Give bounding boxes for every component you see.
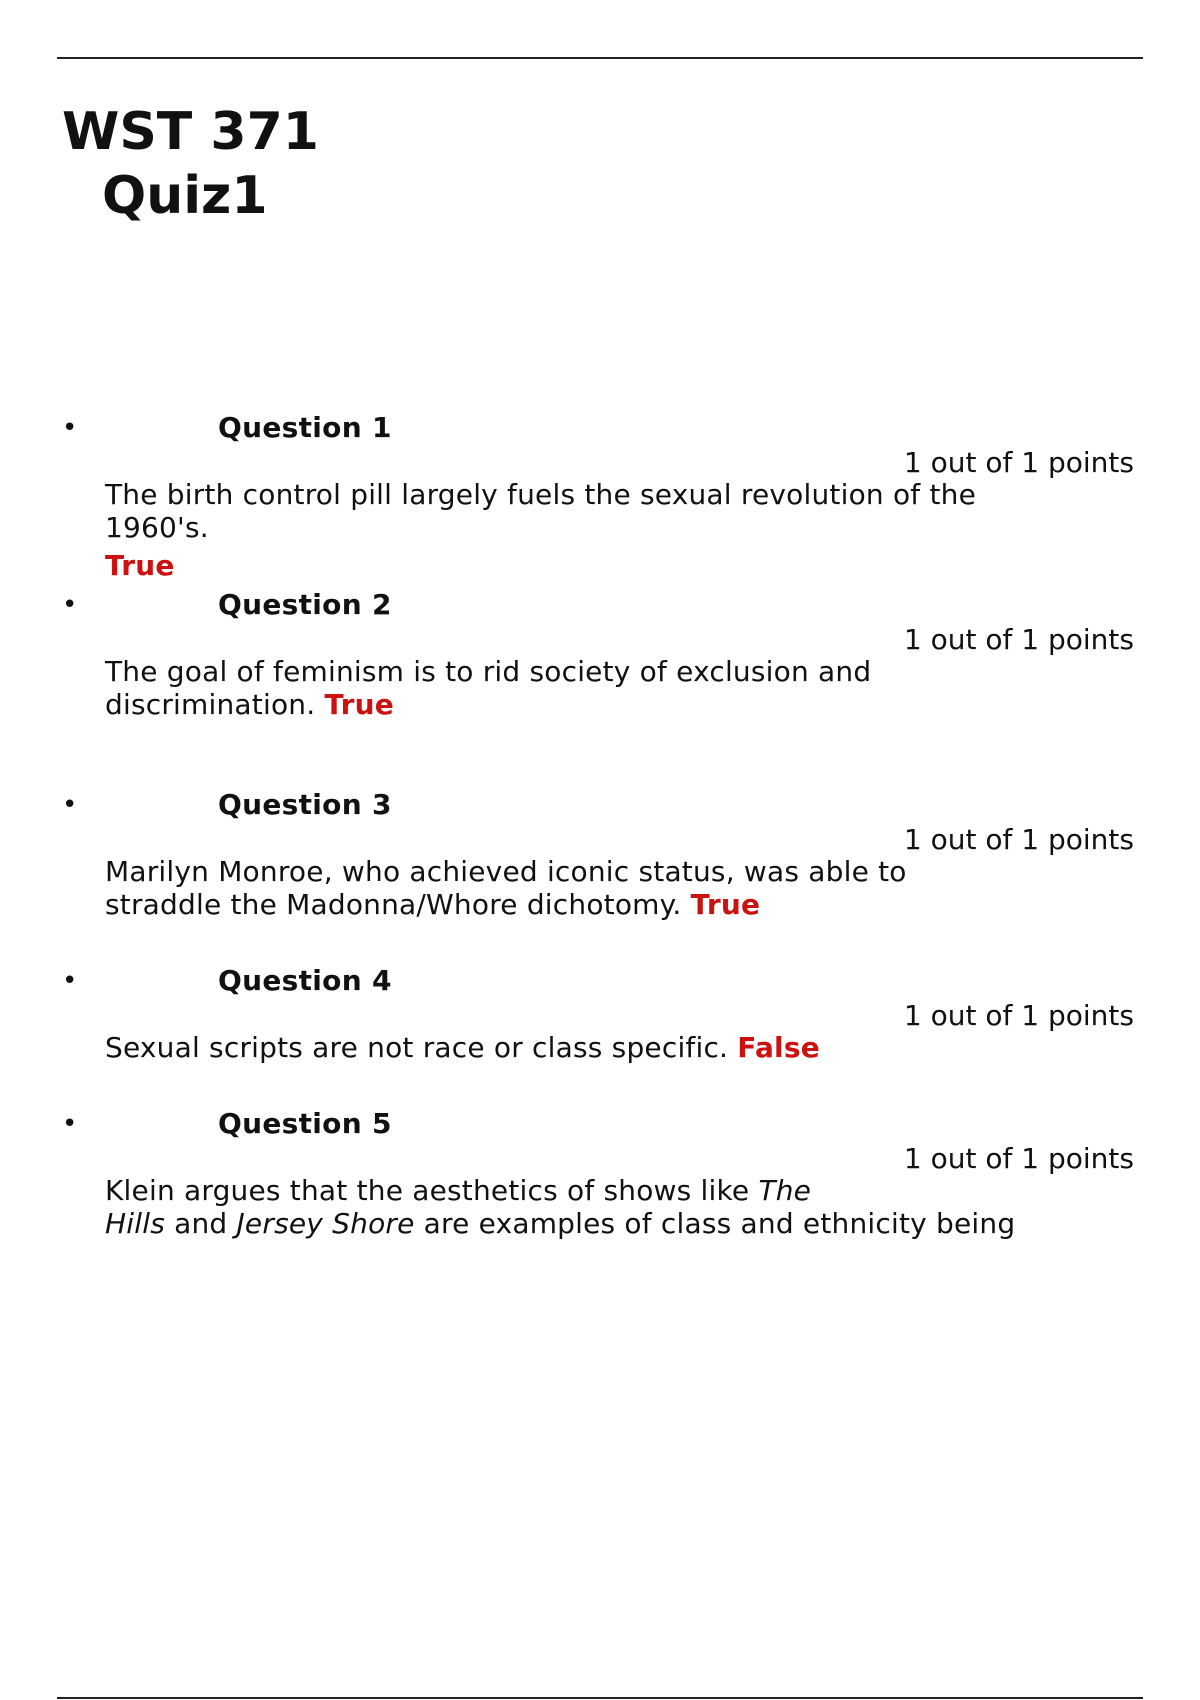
- bullet: •: [62, 590, 78, 620]
- title-quiz: Quiz1: [102, 166, 268, 226]
- points-score: 1 out of 1 points: [903, 1142, 1134, 1175]
- show-title-hills: Hills: [105, 1207, 165, 1240]
- question-text: [105, 1031, 1005, 1064]
- bullet: •: [62, 966, 78, 996]
- top-rule: [57, 57, 1143, 59]
- question-statement: The birth control pill largely fuels the sexual revolution of the 1960's.: [105, 478, 976, 544]
- answer-value: True: [690, 888, 761, 921]
- page-title: [62, 100, 319, 228]
- show-title-the: The: [758, 1174, 812, 1207]
- question-statement: Marilyn Monroe, who achieved iconic status, was able to straddle the Madonna/Whore dichotomy.: [105, 855, 907, 921]
- points-score: 1 out of 1 points: [903, 446, 1134, 479]
- bullet: •: [62, 790, 78, 820]
- points-score: 1 out of 1 points: [903, 823, 1134, 856]
- points-score: 1 out of 1 points: [903, 999, 1134, 1032]
- points-score: 1 out of 1 points: [903, 623, 1134, 656]
- question-statement-part: Klein argues that the aesthetics of shows like: [105, 1174, 759, 1207]
- question-text: [105, 655, 885, 721]
- question-label: Question 4: [218, 964, 392, 997]
- question-statement-part: are examples of class and ethnicity being: [414, 1207, 1016, 1240]
- answer-value: True: [105, 549, 175, 582]
- bullet: •: [62, 1109, 78, 1139]
- question-label: Question 1: [218, 411, 392, 444]
- bottom-rule: [57, 1697, 1143, 1699]
- question-statement: Sexual scripts are not race or class specific.: [105, 1031, 729, 1064]
- question-text: [105, 1174, 1065, 1240]
- title-course: WST 371: [62, 102, 319, 162]
- question-label: Question 5: [218, 1107, 392, 1140]
- bullet: •: [62, 413, 78, 443]
- question-statement-part: and: [164, 1207, 237, 1240]
- question-label: Question 2: [218, 588, 392, 621]
- show-title-jersey-shore: Jersey Shore: [236, 1207, 415, 1240]
- question-statement: The goal of feminism is to rid society of exclusion and discrimination.: [105, 655, 872, 721]
- question-label: Question 3: [218, 788, 392, 821]
- question-text: [105, 855, 915, 921]
- question-text: [105, 478, 985, 582]
- answer-value: True: [324, 688, 394, 721]
- answer-value: False: [737, 1031, 820, 1064]
